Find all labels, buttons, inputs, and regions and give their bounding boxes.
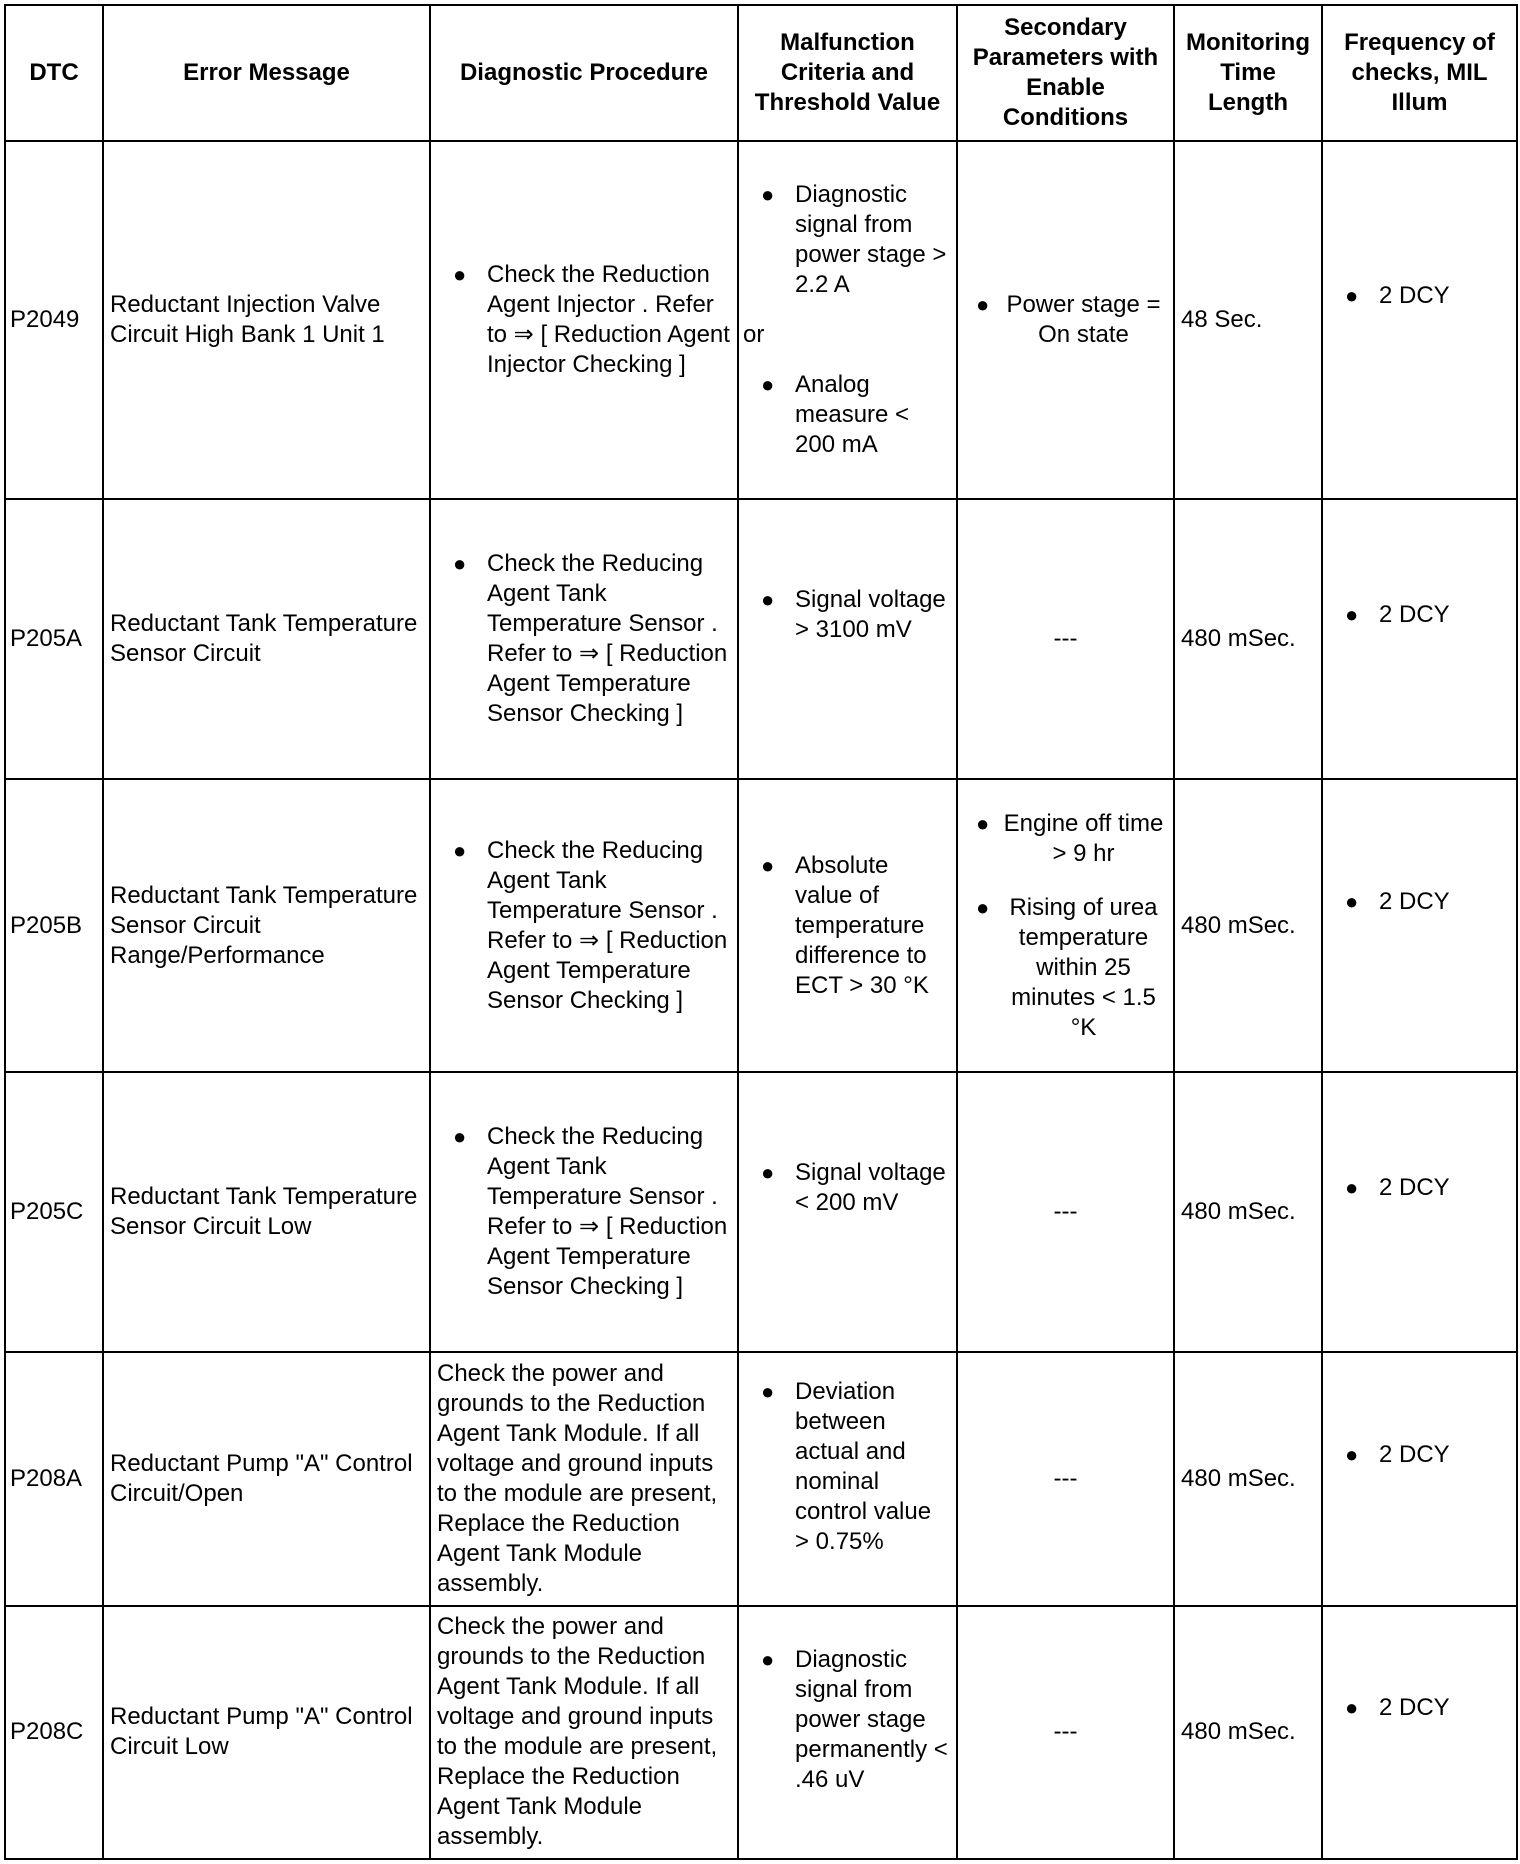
table-row bbox=[5, 141, 1517, 499]
dtc-code: P208C bbox=[5, 1606, 103, 1860]
malfunction-criteria bbox=[738, 779, 957, 1073]
criteria-item: ● Diagnostic signal from power stage permanently < .46 uV bbox=[745, 1645, 950, 1795]
secondary-parameters bbox=[957, 141, 1174, 499]
diagnostic-procedure bbox=[430, 1072, 738, 1352]
error-message: Reductant Pump "A" Control Circuit Low bbox=[103, 1606, 430, 1860]
diagnostic-procedure bbox=[430, 499, 738, 779]
frequency bbox=[1322, 779, 1517, 1073]
frequency-item: ● 2 DCY bbox=[1329, 1440, 1510, 1470]
frequency bbox=[1322, 1352, 1517, 1605]
diagnostic-procedure bbox=[430, 141, 738, 499]
malfunction-criteria bbox=[738, 499, 957, 779]
monitoring-time: 48 Sec. bbox=[1174, 141, 1322, 499]
table-row bbox=[5, 499, 1517, 779]
criteria-item: ● Analog measure < 200 mA bbox=[745, 370, 950, 460]
dtc-code: P205B bbox=[5, 779, 103, 1073]
table-row bbox=[5, 779, 1517, 1073]
criteria-item: ● Signal voltage > 3100 mV bbox=[745, 585, 950, 645]
malfunction-criteria bbox=[738, 1606, 957, 1860]
frequency bbox=[1322, 141, 1517, 499]
frequency-item: ● 2 DCY bbox=[1329, 281, 1510, 311]
criteria-item: ● Signal voltage < 200 mV bbox=[745, 1158, 950, 1218]
secondary-parameters: --- bbox=[957, 1606, 1174, 1860]
criteria-item: ● Deviation between actual and nominal control value > 0.75% bbox=[745, 1377, 950, 1557]
header-dtc: DTC bbox=[5, 5, 103, 141]
monitoring-time: 480 mSec. bbox=[1174, 1352, 1322, 1605]
frequency-item: ● 2 DCY bbox=[1329, 1693, 1510, 1723]
dtc-code: P205C bbox=[5, 1072, 103, 1352]
header-row bbox=[5, 5, 1517, 141]
frequency-item: ● 2 DCY bbox=[1329, 887, 1510, 917]
secondary-parameters: --- bbox=[957, 1072, 1174, 1352]
secondary-parameters bbox=[957, 779, 1174, 1073]
monitoring-time: 480 mSec. bbox=[1174, 499, 1322, 779]
error-message: Reductant Pump "A" Control Circuit/Open bbox=[103, 1352, 430, 1605]
monitoring-time: 480 mSec. bbox=[1174, 1072, 1322, 1352]
secondary-item: ● Engine off time > 9 hr bbox=[964, 809, 1167, 869]
diagnostic-procedure: Check the power and grounds to the Reduction Agent Tank Module. If all voltage and ground inputs to the module are present, Replace the Reduction Agent Tank Module assembly. bbox=[430, 1606, 738, 1860]
header-frequency: Frequency of checks, MIL Illum bbox=[1322, 5, 1517, 141]
frequency bbox=[1322, 499, 1517, 779]
frequency bbox=[1322, 1606, 1517, 1860]
secondary-item: ● Rising of urea temperature within 25 minutes < 1.5 °K bbox=[964, 893, 1167, 1043]
table-row bbox=[5, 1606, 1517, 1860]
dtc-table bbox=[4, 4, 1518, 1860]
dtc-code: P205A bbox=[5, 499, 103, 779]
header-monitoring-time: Monitoring Time Length bbox=[1174, 5, 1322, 141]
secondary-parameters: --- bbox=[957, 1352, 1174, 1605]
frequency-item: ● 2 DCY bbox=[1329, 1173, 1510, 1203]
malfunction-criteria bbox=[738, 141, 957, 499]
procedure-item: ● Check the Reduction Agent Injector . Refer to ⇒ [ Reduction Agent Injector Checking ] bbox=[437, 260, 731, 380]
header-secondary-parameters: Secondary Parameters with Enable Conditions bbox=[957, 5, 1174, 141]
secondary-item: ● Power stage = On state bbox=[964, 290, 1167, 350]
header-malfunction-criteria: Malfunction Criteria and Threshold Value bbox=[738, 5, 957, 141]
error-message: Reductant Tank Temperature Sensor Circuit Low bbox=[103, 1072, 430, 1352]
table-row bbox=[5, 1352, 1517, 1605]
diagnostic-procedure: Check the power and grounds to the Reduction Agent Tank Module. If all voltage and ground inputs to the module are present, Replace the Reduction Agent Tank Module assembly. bbox=[430, 1352, 738, 1605]
header-error-message: Error Message bbox=[103, 5, 430, 141]
criteria-item: ● Diagnostic signal from power stage > 2.2 A bbox=[745, 180, 950, 300]
error-message: Reductant Injection Valve Circuit High Bank 1 Unit 1 bbox=[103, 141, 430, 499]
table-row bbox=[5, 1072, 1517, 1352]
dtc-code: P208A bbox=[5, 1352, 103, 1605]
monitoring-time: 480 mSec. bbox=[1174, 1606, 1322, 1860]
header-diagnostic-procedure: Diagnostic Procedure bbox=[430, 5, 738, 141]
monitoring-time: 480 mSec. bbox=[1174, 779, 1322, 1073]
error-message: Reductant Tank Temperature Sensor Circuit Range/Performance bbox=[103, 779, 430, 1073]
malfunction-criteria bbox=[738, 1352, 957, 1605]
error-message: Reductant Tank Temperature Sensor Circuit bbox=[103, 499, 430, 779]
criteria-or: or bbox=[743, 321, 765, 349]
frequency-item: ● 2 DCY bbox=[1329, 600, 1510, 630]
malfunction-criteria bbox=[738, 1072, 957, 1352]
procedure-item: ● Check the Reducing Agent Tank Temperature Sensor . Refer to ⇒ [ Reduction Agent Temperature Sensor Checking ] bbox=[437, 1122, 731, 1302]
procedure-item: ● Check the Reducing Agent Tank Temperature Sensor . Refer to ⇒ [ Reduction Agent Temperature Sensor Checking ] bbox=[437, 549, 731, 729]
frequency bbox=[1322, 1072, 1517, 1352]
procedure-item: ● Check the Reducing Agent Tank Temperature Sensor . Refer to ⇒ [ Reduction Agent Temperature Sensor Checking ] bbox=[437, 836, 731, 1016]
secondary-parameters: --- bbox=[957, 499, 1174, 779]
dtc-code: P2049 bbox=[5, 141, 103, 499]
diagnostic-procedure bbox=[430, 779, 738, 1073]
criteria-item: ● Absolute value of temperature difference to ECT > 30 °K bbox=[745, 851, 950, 1001]
